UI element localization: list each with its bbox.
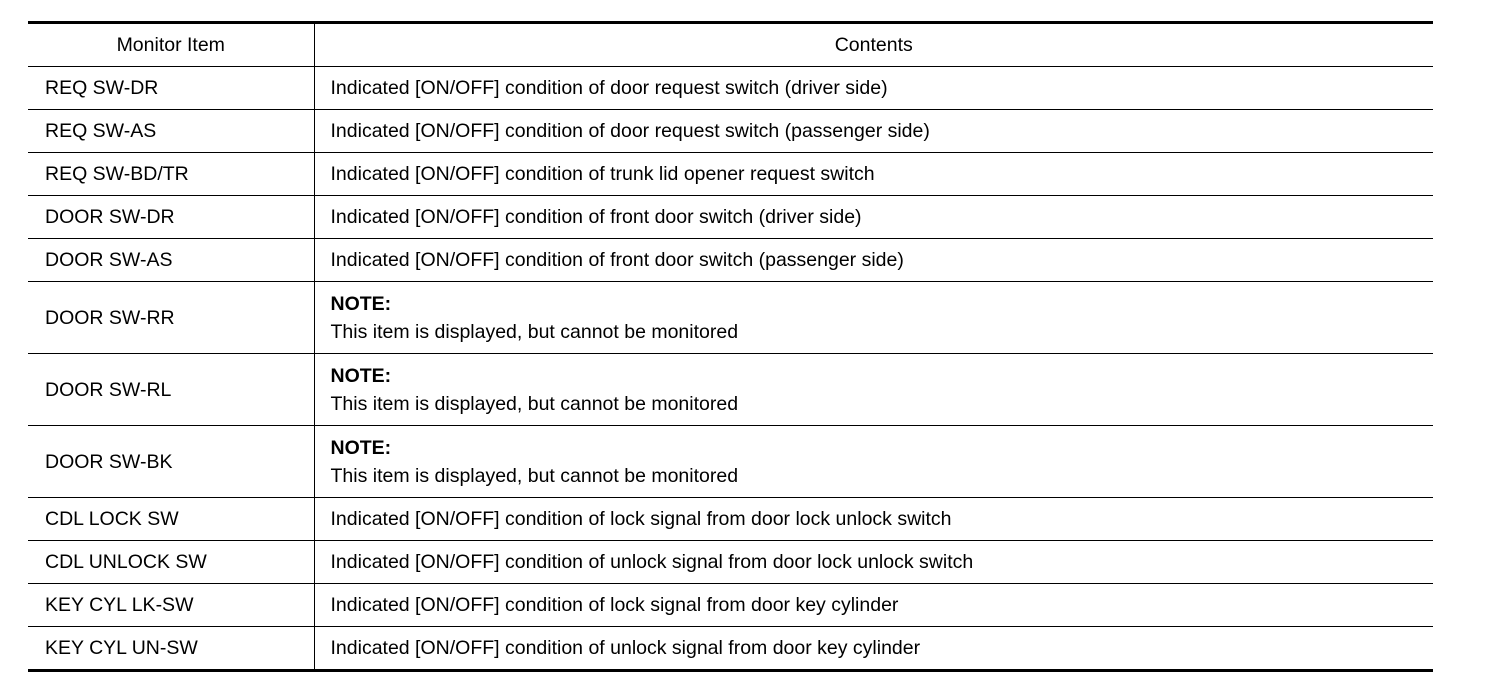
monitor-item-cell: KEY CYL LK-SW: [28, 584, 314, 627]
column-header-monitor-item: Monitor Item: [28, 24, 314, 67]
monitor-item-cell: DOOR SW-BK: [28, 426, 314, 498]
monitor-item-cell: CDL UNLOCK SW: [28, 541, 314, 584]
monitor-item-cell: DOOR SW-AS: [28, 239, 314, 282]
table-row: [28, 627, 1433, 670]
monitor-item-cell: KEY CYL UN-SW: [28, 627, 314, 670]
note-text: This item is displayed, but cannot be monitored: [330, 464, 739, 487]
monitor-item-table: [28, 24, 1433, 669]
table-row: [28, 498, 1433, 541]
monitor-item-cell: REQ SW-BD/TR: [28, 153, 314, 196]
table-row: [28, 426, 1433, 498]
contents-cell: Indicated [ON/OFF] condition of trunk lid opener request switch: [314, 153, 1433, 196]
contents-cell: Indicated [ON/OFF] condition of unlock signal from door key cylinder: [330, 637, 921, 659]
table-row: [28, 153, 1433, 196]
note-label: NOTE:: [330, 436, 392, 459]
table-row: [28, 67, 1433, 110]
monitor-item-cell: CDL LOCK SW: [28, 498, 314, 541]
table-row: [28, 354, 1433, 426]
contents-cell: Indicated [ON/OFF] condition of front door switch (driver side): [314, 196, 1433, 239]
contents-cell: Indicated [ON/OFF] condition of lock signal from door key cylinder: [314, 584, 1433, 627]
contents-cell: Indicated [ON/OFF] condition of lock signal from door lock unlock switch: [314, 498, 1433, 541]
contents-cell: Indicated [ON/OFF] condition of door request switch (passenger side): [314, 110, 1433, 153]
table-row: [28, 584, 1433, 627]
monitor-item-cell: REQ SW-AS: [28, 110, 314, 153]
contents-cell: [314, 426, 1433, 498]
table-row: [28, 541, 1433, 584]
contents-cell: Indicated [ON/OFF] condition of front door switch (passenger side): [314, 239, 1433, 282]
contents-cell: [314, 282, 1433, 354]
monitor-item-cell: DOOR SW-DR: [28, 196, 314, 239]
table-row: [28, 196, 1433, 239]
table-header-row: [28, 24, 1433, 67]
column-header-contents: Contents: [314, 24, 1433, 67]
table-row: [28, 110, 1433, 153]
table-row: [28, 239, 1433, 282]
contents-cell: Indicated [ON/OFF] condition of door request switch (driver side): [314, 67, 1433, 110]
note-text: This item is displayed, but cannot be monitored: [330, 320, 739, 343]
monitor-item-table-container: [28, 21, 1433, 672]
contents-cell: [314, 354, 1433, 426]
table-row: [28, 282, 1433, 354]
note-label: NOTE:: [330, 292, 392, 315]
monitor-item-cell: REQ SW-DR: [28, 67, 314, 110]
monitor-item-cell: DOOR SW-RR: [28, 282, 314, 354]
note-label: NOTE:: [330, 364, 392, 387]
note-text: This item is displayed, but cannot be monitored: [330, 392, 739, 415]
monitor-item-cell: DOOR SW-RL: [28, 354, 314, 426]
contents-cell: Indicated [ON/OFF] condition of unlock signal from door lock unlock switch: [314, 541, 1433, 584]
